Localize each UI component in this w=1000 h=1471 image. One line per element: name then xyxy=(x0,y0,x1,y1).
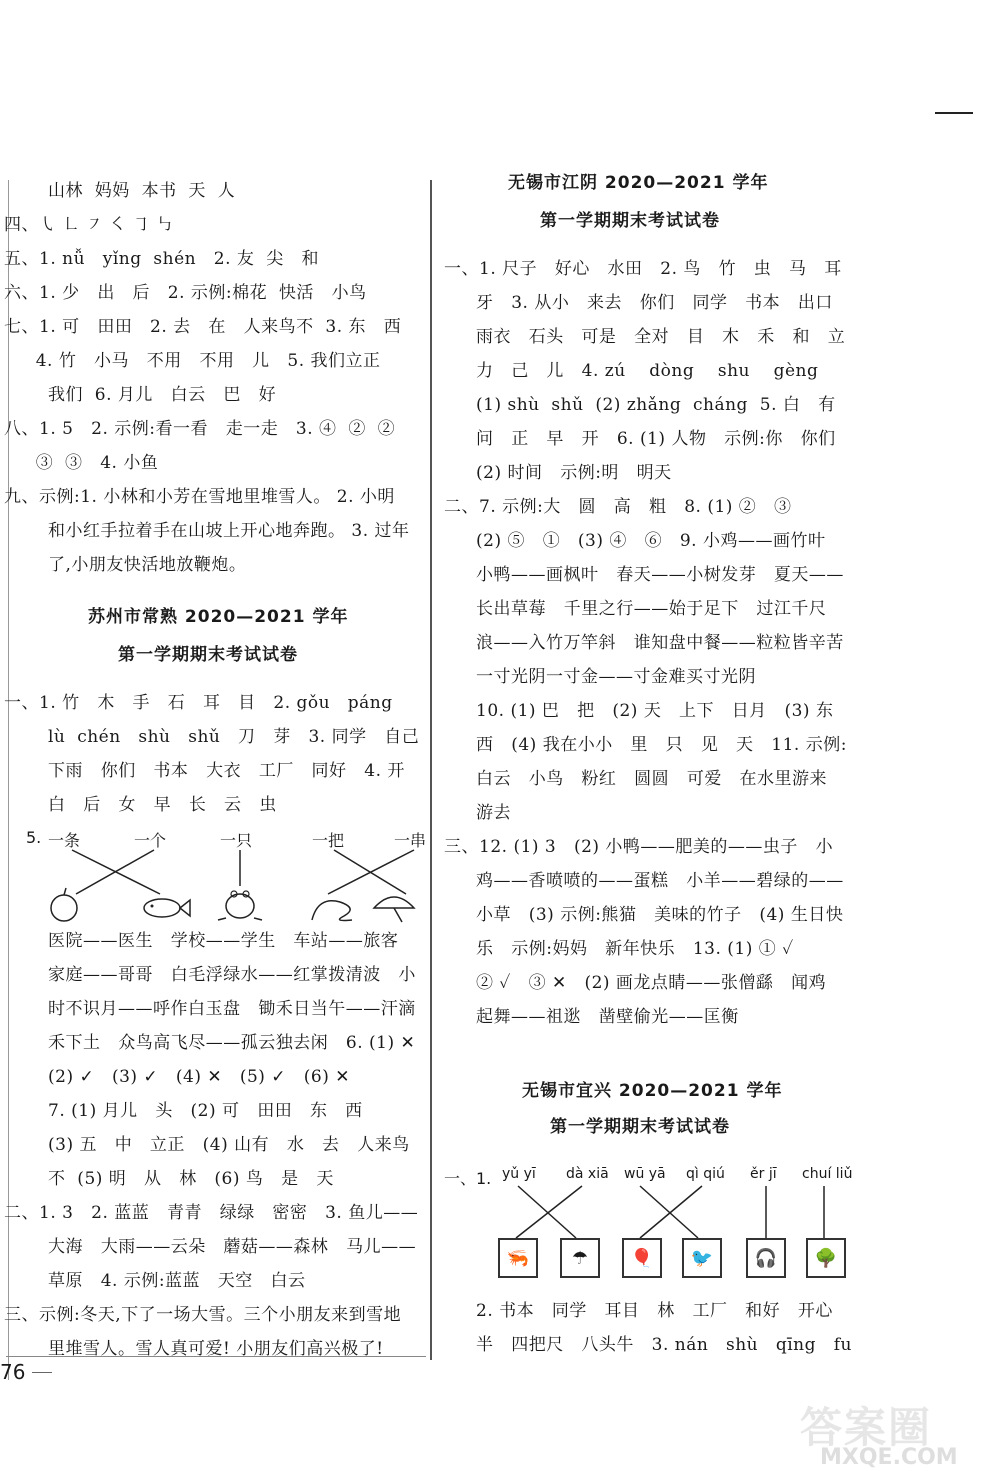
section-title: 无锡市宜兴 2020—2021 学年 xyxy=(522,1081,783,1101)
answer-line: 一、1. 竹 木 手 石 耳 目 2. gǒu páng xyxy=(4,693,393,713)
frog-icon xyxy=(218,891,262,920)
answer-line: 五、1. nǚ yǐng shén 2. 友 尖 和 xyxy=(4,249,319,269)
balloon-icon: 🎈 xyxy=(622,1238,662,1278)
answer-line: 山林 妈妈 本书 天 人 xyxy=(48,181,236,201)
answer-line: 雨衣 石头 可是 全对 目 木 禾 和 立 xyxy=(476,327,846,347)
page-number: 76 xyxy=(0,1360,26,1384)
answer-line: 长出草莓 千里之行——始于足下 过江千尺 xyxy=(476,599,827,619)
answer-line: 小鸭——画枫叶 春天——小树发芽 夏天—— xyxy=(476,565,844,585)
answer-line: 二、1. 3 2. 蓝蓝 青青 绿绿 密密 3. 鱼儿—— xyxy=(4,1203,419,1223)
apple-icon xyxy=(51,888,77,921)
measure-word-label: 一条 xyxy=(48,831,81,850)
top-rule xyxy=(935,112,973,114)
section-subtitle: 第一学期期末考试试卷 xyxy=(540,211,720,231)
answer-line: 不 (5) 明 从 林 (6) 鸟 是 天 xyxy=(48,1169,334,1189)
snake-icon xyxy=(312,901,352,921)
answer-line: 禾下土 众鸟高飞尽——孤云独去闲 6. (1) ✕ xyxy=(48,1033,416,1053)
answer-line: 四、㇂ ㇗ ㇇ ㇛ ㇆ ㇉ xyxy=(4,215,174,235)
measure-word-label: 一串 xyxy=(394,831,427,850)
answer-line: 时不识月——呼作白玉盘 锄禾日当午——汗滴 xyxy=(48,999,416,1019)
answer-line: 西 (4) 我在小小 里 只 见 天 11. 示例: xyxy=(476,735,847,755)
fish-icon xyxy=(144,899,190,917)
section-title: 苏州市常熟 2020—2021 学年 xyxy=(88,607,349,627)
match-number: 一、1. xyxy=(444,1169,492,1188)
answer-line: 七、1. 可 田田 2. 去 在 人来鸟不 3. 东 西 xyxy=(4,317,402,337)
shrimp-icon: 🦐 xyxy=(498,1238,538,1278)
crow-icon: 🐦 xyxy=(682,1238,722,1278)
pinyin-matching-figure xyxy=(444,1160,853,1280)
answer-line: 一、1. 尺子 好心 水田 2. 鸟 竹 虫 马 耳 xyxy=(444,259,842,279)
answer-line: 医院——医生 学校——学生 车站——旅客 xyxy=(48,931,399,951)
pinyin-label: qì qiú xyxy=(686,1166,725,1182)
answer-line: 小草 (3) 示例:熊猫 美味的竹子 (4) 生日快 xyxy=(476,905,844,925)
answer-line: 半 四把尺 八头牛 3. nán shù qīng fu xyxy=(476,1335,852,1355)
answer-line: 10. (1) 巴 把 (2) 天 上下 日月 (3) 东 xyxy=(476,701,834,721)
answer-line: 白 后 女 早 长 云 虫 xyxy=(48,795,277,815)
matching-figure xyxy=(22,824,427,924)
answer-line: 4. 竹 小马 不用 不用 儿 5. 我们立正 xyxy=(18,351,381,371)
answer-line: 鸡——香喷喷的——蛋糕 小羊——碧绿的—— xyxy=(476,871,844,891)
watermark-logo: 答案圈 xyxy=(800,1403,933,1452)
answer-line: (2) 时间 示例:明 明天 xyxy=(476,463,672,483)
answer-line: ③ ③ 4. 小鱼 xyxy=(18,453,159,473)
match-number: 5. xyxy=(26,828,42,847)
willow-icon: 🌳 xyxy=(806,1238,846,1278)
answer-line: 二、7. 示例:大 圆 高 粗 8. (1) ② ③ xyxy=(444,497,792,517)
answer-line: 三、12. (1) 3 (2) 小鸭——肥美的——虫子 小 xyxy=(444,837,834,857)
watermark-url: MXQE.COM xyxy=(820,1445,958,1470)
answer-line: (1) shù shǔ (2) zhǎng cháng 5. 白 有 xyxy=(476,395,836,415)
pinyin-label: wū yā xyxy=(624,1166,666,1182)
answer-line: 游去 xyxy=(476,803,511,823)
answer-line: 下雨 你们 书本 大衣 工厂 同好 4. 开 xyxy=(48,761,405,781)
pinyin-label: chuí liǔ xyxy=(802,1166,853,1182)
measure-word-label: 一把 xyxy=(312,831,345,850)
answer-line: 问 正 早 开 6. (1) 人物 示例:你 你们 xyxy=(476,429,836,449)
measure-word-label: 一只 xyxy=(220,831,253,850)
section-subtitle: 第一学期期末考试试卷 xyxy=(550,1117,730,1137)
answer-line: 九、示例:1. 小林和小芳在雪地里堆雪人。 2. 小明 xyxy=(4,487,395,507)
answer-line: 八、1. 5 2. 示例:看一看 走一走 3. ④ ② ② xyxy=(4,419,396,439)
section-title: 无锡市江阴 2020—2021 学年 xyxy=(508,173,769,193)
headphones-icon: 🎧 xyxy=(746,1238,786,1278)
answer-line: 六、1. 少 出 后 2. 示例:棉花 快活 小鸟 xyxy=(4,283,367,303)
answer-line: 三、示例:冬天,下了一场大雪。三个小朋友来到雪地 xyxy=(4,1305,402,1325)
measure-word-label: 一个 xyxy=(134,831,167,850)
answer-line: (2) ⑤ ① (3) ④ ⑥ 9. 小鸡——画竹叶 xyxy=(476,531,826,551)
section-subtitle: 第一学期期末考试试卷 xyxy=(118,645,298,665)
raincoat-icon: ☂ xyxy=(560,1238,600,1278)
answer-line: 白云 小鸟 粉红 圆圆 可爱 在水里游来 xyxy=(476,769,828,789)
answer-line: 2. 书本 同学 耳目 林 工厂 和好 开心 xyxy=(476,1301,833,1321)
answer-line: 和小红手拉着手在山坡上开心地奔跑。 3. 过年 xyxy=(48,521,410,541)
answer-line: (3) 五 中 立正 (4) 山有 水 去 人来鸟 xyxy=(48,1135,410,1155)
answer-line: (2) ✓ (3) ✓ (4) ✕ (5) ✓ (6) ✕ xyxy=(48,1067,350,1087)
answer-line: 力 己 儿 4. zú dòng shu gèng xyxy=(476,361,819,381)
column-divider xyxy=(430,180,432,1360)
answer-line: 大海 大雨——云朵 蘑菇——森林 马儿—— xyxy=(48,1237,417,1257)
answer-line: 浪——入竹万竿斜 谁知盘中餐——粒粒皆辛苦 xyxy=(476,633,844,653)
left-edge-rule xyxy=(8,180,9,1380)
pinyin-label: yǔ yī xyxy=(502,1166,536,1182)
answer-line: 牙 3. 从小 来去 你们 同学 书本 出口 xyxy=(476,293,833,313)
answer-line: 起舞——祖逖 凿壁偷光——匡衡 xyxy=(476,1007,739,1027)
answer-line: 一寸光阴一寸金——寸金难买寸光阴 xyxy=(476,667,756,687)
answer-line: 草原 4. 示例:蓝蓝 天空 白云 xyxy=(48,1271,306,1291)
answer-line: ② ✓ ③ ✕ (2) 画龙点睛——张僧繇 闻鸡 xyxy=(476,973,827,993)
answer-line: 7. (1) 月儿 头 (2) 可 田田 东 西 xyxy=(48,1101,363,1121)
answer-line: lù chén shù shǔ 刀 芽 3. 同学 自己 xyxy=(48,727,420,747)
umbrella-icon xyxy=(374,897,414,922)
answer-line: 乐 示例:妈妈 新年快乐 13. (1) ① ✓ xyxy=(476,939,794,959)
answer-line: 我们 6. 月儿 白云 巴 好 xyxy=(48,385,277,405)
answer-line: 里堆雪人。雪人真可爱! 小朋友们高兴极了! xyxy=(48,1339,384,1359)
answer-line: 家庭——哥哥 白毛浮绿水——红掌拨清波 小 xyxy=(48,965,416,985)
answer-line: 了,小朋友快活地放鞭炮。 xyxy=(48,555,247,575)
page-number-dash xyxy=(32,1372,52,1373)
pinyin-label: dà xiā xyxy=(566,1166,609,1182)
pinyin-label: ěr jī xyxy=(750,1166,777,1182)
